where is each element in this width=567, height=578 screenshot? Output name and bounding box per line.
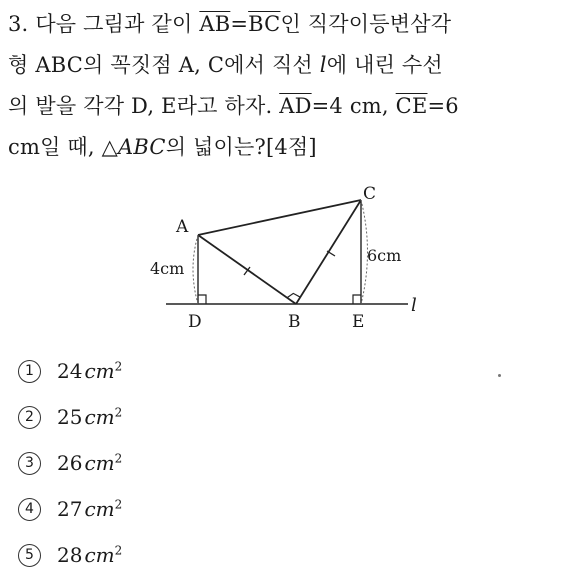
question-text-part: 형 ABC의 꼭짓점 A, C에서 직선 [8, 53, 320, 77]
choice-exponent: 2 [114, 543, 123, 558]
question-text-part: 의 넓이는?[4점] [165, 135, 317, 159]
choice-unit: cm [84, 405, 115, 429]
choice-amount: 27 [57, 497, 83, 521]
choice-unit: cm [84, 451, 115, 475]
choice-value [57, 359, 122, 383]
choice-number: 2 [18, 406, 41, 429]
choice-exponent: 2 [114, 359, 123, 374]
question-line-2 [8, 45, 560, 86]
question-line-4 [8, 127, 560, 168]
equals-sign: = [230, 12, 249, 36]
right-angle-mark-b [287, 293, 300, 297]
choice-value [57, 451, 122, 475]
label-ce-length: 6cm [367, 246, 402, 265]
choice-number: 3 [18, 452, 41, 475]
choice-2[interactable] [18, 394, 318, 440]
question-line-3 [8, 86, 560, 127]
label-c: C [363, 184, 377, 204]
choice-unit: cm [84, 497, 115, 521]
label-e: E [352, 312, 365, 332]
question-text-part: =4 cm, [311, 94, 396, 118]
choice-value [57, 405, 122, 429]
label-line-l: l [411, 295, 417, 316]
choice-amount: 28 [57, 543, 83, 567]
choice-amount: 25 [57, 405, 83, 429]
question-text-part: 다음 그림과 같이 [28, 12, 200, 36]
choice-1[interactable] [18, 348, 318, 394]
question-text-part: 에 내린 수선 [326, 53, 443, 77]
triangle-name: ABC [118, 135, 166, 159]
line-l-name: l [319, 53, 327, 77]
label-d: D [188, 312, 202, 332]
choice-exponent: 2 [114, 451, 123, 466]
choice-5[interactable] [18, 532, 318, 578]
choice-number: 1 [18, 360, 41, 383]
question-text-part: 의 발을 각각 D, E라고 하자. [8, 94, 280, 118]
side-ab [198, 235, 296, 304]
label-b: B [288, 312, 301, 332]
choice-3[interactable] [18, 440, 318, 486]
right-angle-mark-e [353, 295, 361, 304]
question-text-part: cm일 때, △ [8, 135, 119, 159]
question-text-part: =6 [427, 94, 459, 118]
segment-bc: $\overline{BC}$ [248, 12, 281, 36]
segment-ad: $\overline{AD}$ [279, 94, 312, 118]
answer-choices [18, 348, 318, 578]
choice-exponent: 2 [114, 405, 123, 420]
choice-unit: cm [84, 543, 115, 567]
geometry-figure [130, 183, 440, 333]
question-number: 3. [8, 12, 29, 36]
choice-amount: 24 [57, 359, 83, 383]
question-line-1 [8, 4, 560, 45]
choice-exponent: 2 [114, 497, 123, 512]
dashed-arc-ad [193, 235, 198, 304]
label-a: A [176, 217, 189, 237]
right-angle-mark-d [198, 295, 206, 304]
choice-number: 5 [18, 544, 41, 567]
segment-ab: $\overline{AB}$ [199, 12, 231, 36]
side-ac [198, 200, 361, 235]
label-ad-length: 4cm [150, 259, 185, 278]
choice-amount: 26 [57, 451, 83, 475]
scan-speck [498, 374, 501, 377]
choice-number: 4 [18, 498, 41, 521]
choice-value [57, 543, 122, 567]
choice-4[interactable] [18, 486, 318, 532]
question-text [8, 4, 560, 168]
segment-ce: $\overline{CE}$ [395, 94, 428, 118]
choice-unit: cm [84, 359, 115, 383]
question-text-part: 인 직각이등변삼각 [280, 12, 452, 36]
choice-value [57, 497, 122, 521]
